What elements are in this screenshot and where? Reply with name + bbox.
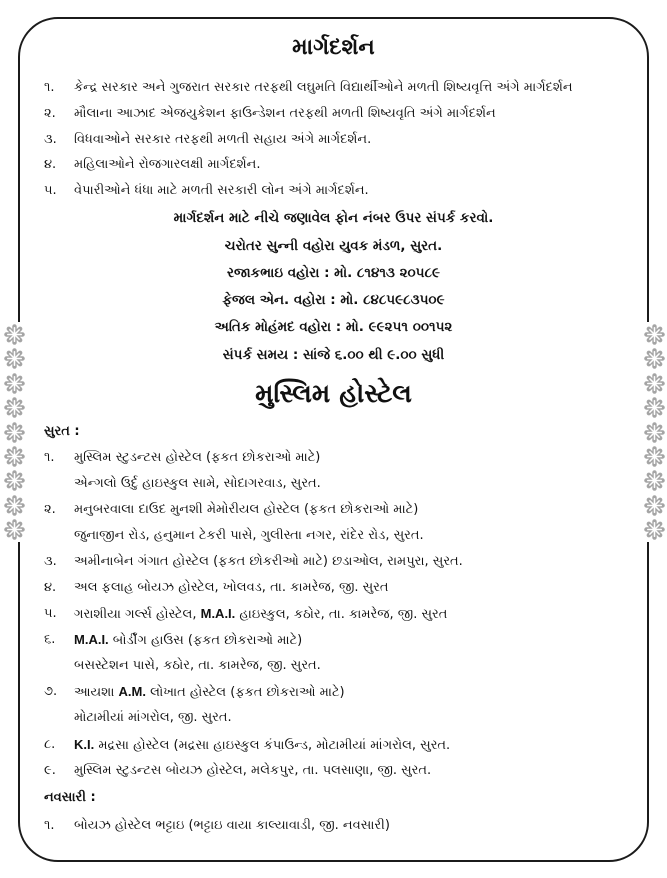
- asterisk-ornament-icon: [4, 470, 25, 491]
- hostel-item: [44, 501, 640, 519]
- hostel-name-text: બોર્ડીંગ હાઉસ (ફકત છોકરાઓ માટે): [108, 633, 303, 648]
- item-number: ૧.: [44, 818, 55, 833]
- item-number: ૫.: [44, 606, 57, 621]
- item-number: ૧.: [44, 80, 55, 95]
- hostel-item: [44, 683, 640, 702]
- item-number: ૪.: [44, 157, 57, 172]
- item-number: ૬.: [44, 632, 56, 647]
- page-title: માર્ગદર્શન: [292, 35, 375, 60]
- hostel-name: [74, 736, 640, 755]
- hostel-item: [44, 605, 640, 624]
- guidance-item: [44, 182, 640, 200]
- item-number: ૨.: [44, 502, 56, 517]
- item-number: ૯.: [44, 763, 56, 778]
- guidance-item: [44, 156, 640, 174]
- asterisk-ornament-icon: [644, 446, 665, 467]
- item-number: ૮.: [44, 737, 56, 752]
- asterisk-ornament-icon: [4, 422, 25, 443]
- hostel-name: [74, 631, 640, 650]
- hostel-item: [44, 736, 640, 755]
- item-text: મહિલાઓને રોજગારલક્ષી માર્ગદર્શન.: [74, 157, 261, 172]
- hostel-name: મુસ્લિમ સ્ટુડન્ટસ બોયઝ હોસ્ટેલ, મલેકપુર, તા. પલસાણા, જી. સુરત.: [74, 763, 432, 778]
- region-label: નવસારી :: [44, 790, 96, 805]
- hostel-item: [44, 579, 640, 597]
- item-number: ૨.: [44, 106, 56, 121]
- hostel-code: A.M.: [118, 684, 146, 699]
- hostel-address: એન્ગલો ઉર્દુ હાઇસ્કુલ સામે, સોદાગરવાડ, સુરત.: [74, 476, 321, 491]
- hostel-name-text: ગરાશીયા ગર્લ્સ હોસ્ટેલ,: [74, 607, 201, 622]
- guidance-item: [44, 79, 640, 97]
- hostel-address: જુનાજીન રોડ, હનુમાન ટેકરી પાસે, ગુલીસ્તા નગર, રાંદેર રોડ, સુરત.: [74, 528, 424, 543]
- hostel-name: મુસ્લિમ સ્ટુડન્ટસ હોસ્ટેલ (ફકત છોકરાઓ માટે): [74, 450, 321, 465]
- hostel-code: M.A.I.: [200, 606, 236, 621]
- item-number: ૧.: [44, 450, 55, 465]
- item-text: વેપારીઓને ધંધા માટે મળતી સરકારી લોન અંગે માર્ગદર્શન.: [74, 183, 369, 198]
- hostel-item: [44, 631, 640, 650]
- item-text: વિધવાઓને સરકાર તરફથી મળતી સહાય અંગે માર્ગદર્શન.: [74, 132, 372, 147]
- item-text: કેન્દ્ર સરકાર અને ગુજરાત સરકાર તરફથી લઘુમતિ વિદ્યાર્થીઓને મળતી શિષ્યવૃત્તિ અંગે માર્ગદર્શન: [74, 80, 573, 95]
- asterisk-ornament-icon: [644, 519, 665, 540]
- hostel-name: અલ ફલાહ બોયઝ હોસ્ટેલ, ખોલવડ, તા. કામરેજ, જી. સુરત: [74, 580, 389, 595]
- guidance-item: [44, 105, 640, 123]
- hostel-name: [74, 683, 640, 702]
- hostel-name-text: આયશા: [74, 685, 119, 700]
- hostel-name: [74, 605, 640, 624]
- hostel-code: K.I.: [74, 737, 95, 752]
- hostel-item: [44, 817, 640, 835]
- contact-timing: સંપર્ક સમય : સાંજે ૬.૦૦ થી ૯.૦૦ સુધી: [222, 347, 445, 363]
- contact-person: અતિક મોહંમદ વહોરા : મો. ૯૯૨૫૧ ૦૦૧૫૨: [214, 319, 453, 335]
- hostel-name-text: લોખાત હોસ્ટેલ (ફકત છોકરાઓ માટે): [145, 685, 345, 700]
- item-number: ૭.: [44, 684, 58, 699]
- item-number: ૫.: [44, 183, 57, 198]
- asterisk-ornament-icon: [4, 495, 25, 516]
- contact-note: માર્ગદર્શન માટે નીચે જણાવેલ ફોન નંબર ઉપર સંપર્ક કરવો.: [173, 210, 494, 226]
- hostel-name: મનુબરવાલા દાઉદ મુનશી મેમોરીયલ હોસ્ટેલ (ફકત છોકરાઓ માટે): [74, 502, 419, 517]
- item-text: મૌલાના આઝાદ એજયુકેશન ફાઉન્ડેશન તરફથી મળતી શિષ્યવૃતિ અંગે માર્ગદર્શન: [74, 106, 496, 121]
- item-number: ૩.: [44, 132, 57, 147]
- hostel-item: [44, 553, 640, 571]
- item-number: ૪.: [44, 580, 57, 595]
- asterisk-ornament-icon: [644, 422, 665, 443]
- contact-person: રજાકભાઇ વહોરા : મો. ૮૧૪૧૩ ૨૦૫૮૯: [227, 265, 440, 281]
- hostel-address: મોટામીયાં માંગરોલ, જી. સુરત.: [74, 710, 232, 725]
- hostel-name: અમીનાબેન ગંગાત હોસ્ટેલ (ફકત છોકરીઓ માટે) છડાઓલ, રામપુરા, સુરત.: [74, 554, 463, 569]
- asterisk-ornament-icon: [4, 446, 25, 467]
- hostel-code: M.A.I.: [74, 632, 109, 647]
- asterisk-ornament-icon: [644, 495, 665, 516]
- hostel-name: બોયઝ હોસ્ટેલ ભટ્ટાઇ (ભટ્ટાઇ વાયા કાલ્યાવાડી, જી. નવસારી): [74, 818, 390, 833]
- contact-person: ફેજલ એન. વહોરા : મો. ૮૪૮૫૯૮૩૫૦૯: [222, 292, 445, 308]
- organization-name: ચરોતર સુન્ની વહોરા યુવક મંડળ, સુરત.: [224, 238, 443, 254]
- guidance-item: [44, 131, 640, 149]
- asterisk-ornament-icon: [644, 470, 665, 491]
- hostel-item: [44, 762, 640, 780]
- hostel-name-text: હાઇસ્કુલ, કઠોર, તા. કામરેજ, જી. સુરત: [235, 607, 448, 622]
- item-number: ૩.: [44, 554, 57, 569]
- asterisk-ornament-icon: [4, 519, 25, 540]
- section-title: મુસ્લિમ હોસ્ટેલ: [255, 379, 412, 409]
- hostel-address: બસસ્ટેશન પાસે, કઠોર, તા. કામરેજ, જી. સુરત.: [74, 658, 321, 673]
- hostel-name-text: મદ્રસા હોસ્ટેલ (મદ્રસા હાઇસ્કુલ કંપાઉન્ડ, મોટામીયાં માંગરોલ, સુરત.: [94, 738, 451, 753]
- region-label: સુરત :: [44, 424, 80, 439]
- hostel-item: [44, 449, 640, 467]
